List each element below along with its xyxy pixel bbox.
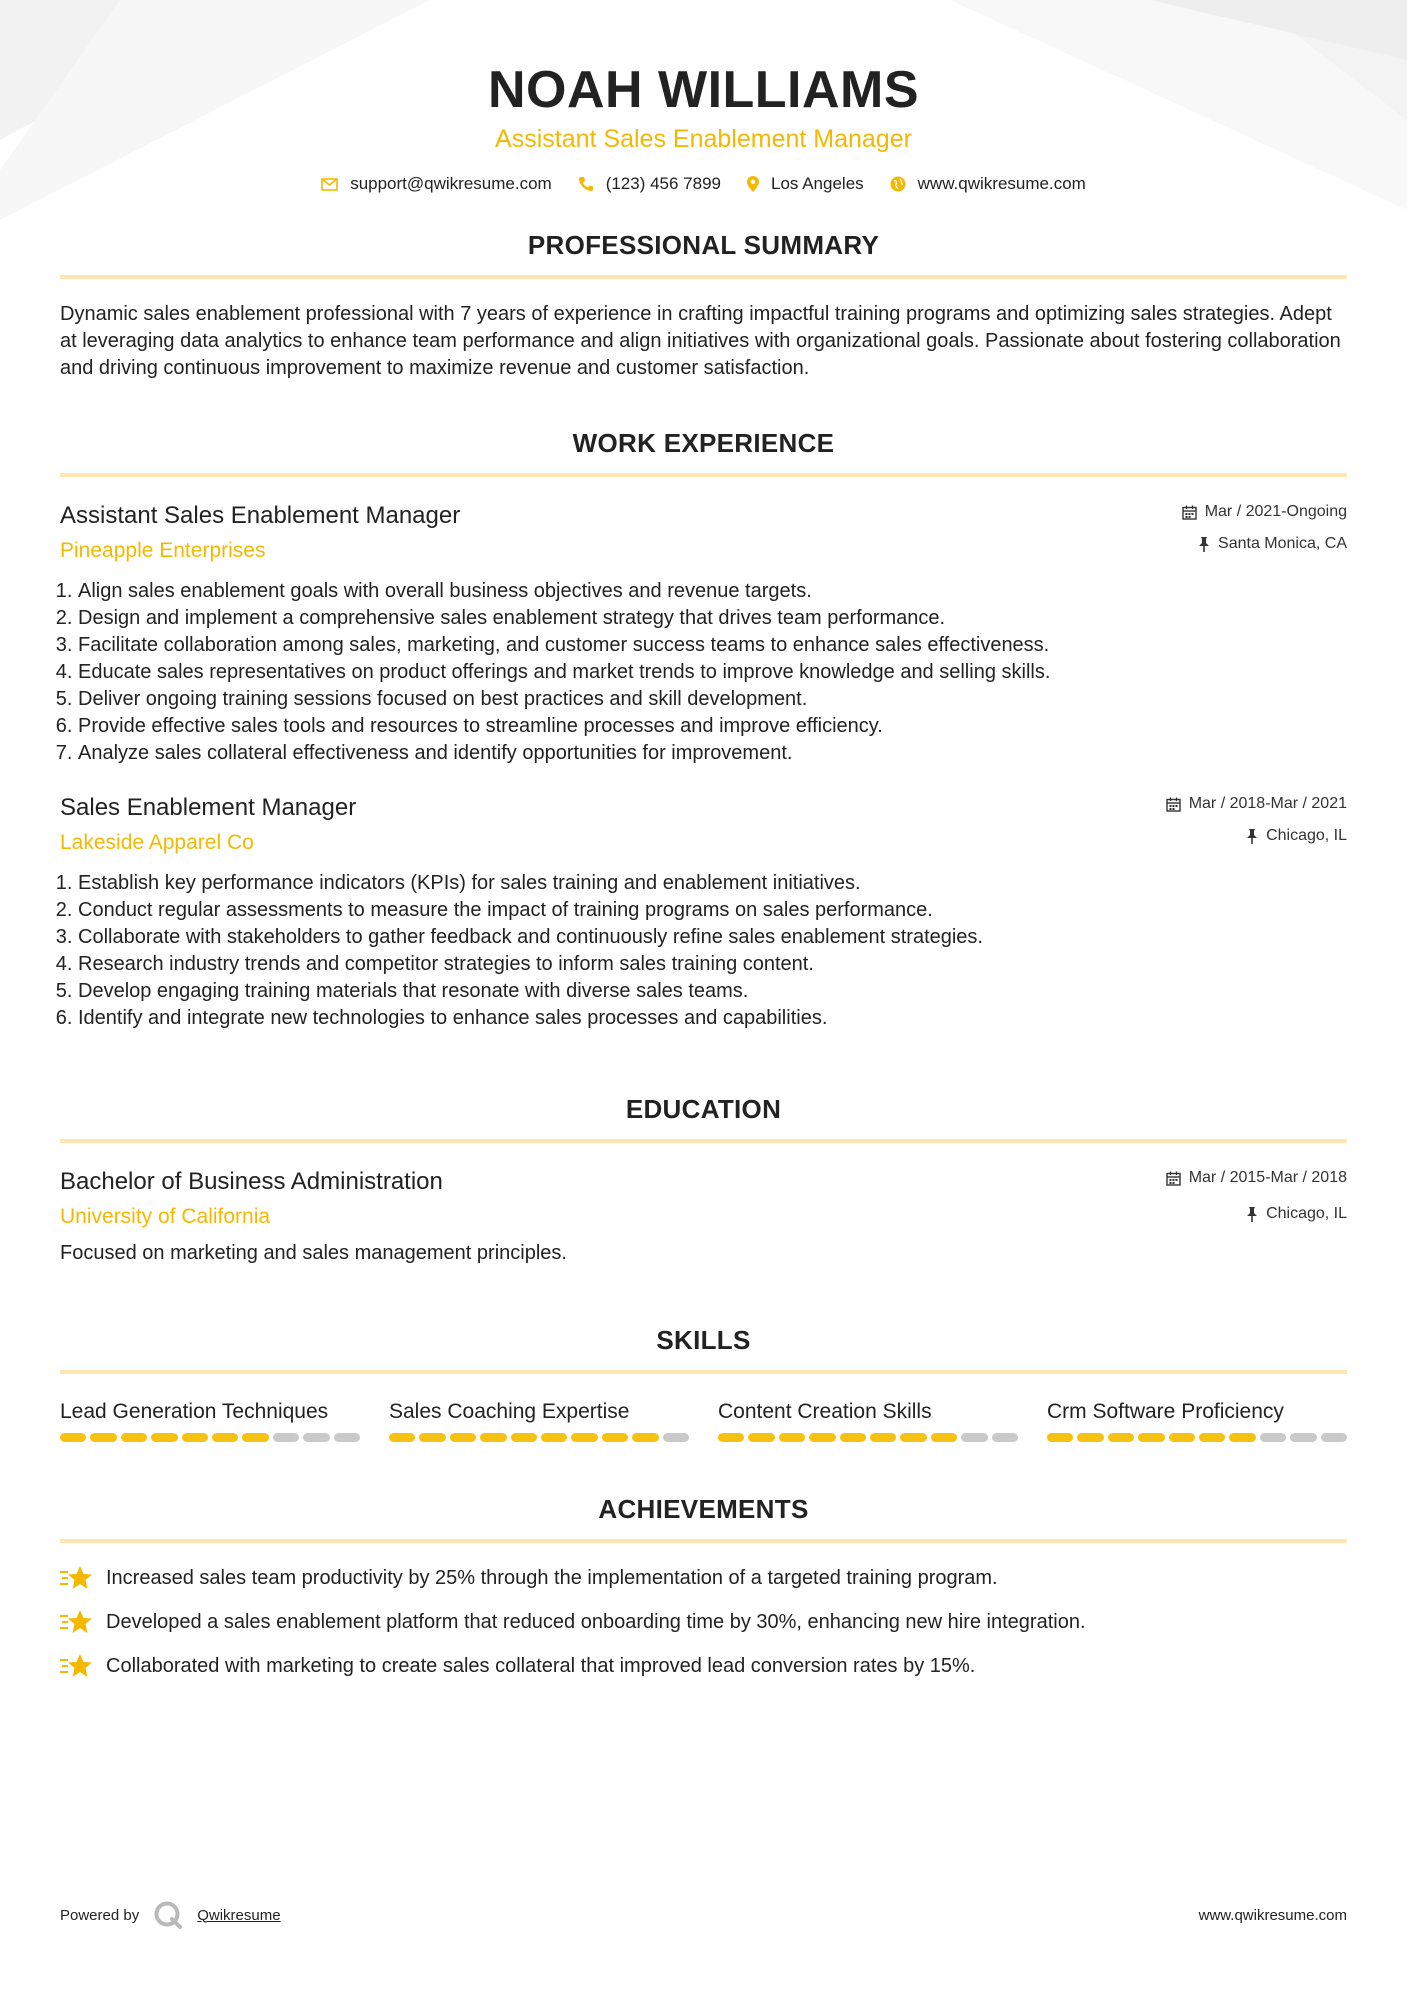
- skill-segment-filled: [870, 1433, 896, 1442]
- section-heading: PROFESSIONAL SUMMARY: [60, 230, 1347, 279]
- skill-segment-filled: [389, 1433, 415, 1442]
- powered-by: [60, 1900, 281, 1930]
- skill-segment-filled: [1108, 1433, 1134, 1442]
- skill-segment-filled: [632, 1433, 658, 1442]
- skill-level-bar: [1047, 1433, 1347, 1442]
- skill-segment-filled: [748, 1433, 774, 1442]
- job-meta: [1166, 793, 1347, 847]
- section-heading: SKILLS: [60, 1325, 1347, 1374]
- job-responsibilities: [60, 578, 1347, 767]
- skill-segment-filled: [931, 1433, 957, 1442]
- skill-segment-filled: [60, 1433, 86, 1442]
- job-company: Pineapple Enterprises: [60, 539, 266, 562]
- achievements-section: [60, 1494, 1347, 1679]
- degree: Bachelor of Business Administration: [60, 1168, 443, 1195]
- skill-item: [60, 1398, 360, 1442]
- trophy-star-icon: [60, 1565, 92, 1591]
- qwikresume-logo-icon: [153, 1900, 183, 1930]
- section-heading: ACHIEVEMENTS: [60, 1494, 1347, 1543]
- list-item: 4. Research industry trends and competitor strategies to inform sales training content.: [78, 951, 1347, 978]
- skill-segment-filled: [571, 1433, 597, 1442]
- skill-segment-empty: [273, 1433, 299, 1442]
- skill-segment-filled: [419, 1433, 445, 1442]
- pushpin-icon: [1246, 1207, 1258, 1222]
- skill-item: [718, 1398, 1018, 1442]
- skill-segment-filled: [212, 1433, 238, 1442]
- achievements-list: [60, 1565, 1347, 1679]
- phone-icon: [578, 176, 594, 192]
- work-experience-section: [60, 428, 1347, 1032]
- list-item: Developed a sales enablement platform that reduced onboarding time by 30%, enhancing new hire integration.: [60, 1609, 1347, 1635]
- skill-segment-filled: [121, 1433, 147, 1442]
- list-item: 5. Develop engaging training materials that resonate with diverse sales teams.: [78, 978, 1347, 1005]
- skill-name: Lead Generation Techniques: [60, 1400, 329, 1423]
- skill-segment-empty: [961, 1433, 987, 1442]
- education-entry: [60, 1167, 1347, 1265]
- skill-segment-empty: [992, 1433, 1018, 1442]
- skill-level-bar: [718, 1433, 1018, 1442]
- education-description: Focused on marketing and sales management principles.: [60, 1242, 567, 1264]
- list-item: 1. Align sales enablement goals with overall business objectives and revenue targets.: [78, 578, 1347, 605]
- school: University of California: [60, 1205, 271, 1228]
- list-item: 2. Conduct regular assessments to measure the impact of training programs on sales performance.: [78, 897, 1347, 924]
- skill-item: [1047, 1398, 1347, 1442]
- job-date: Mar / 2021-Ongoing: [1204, 503, 1347, 520]
- job-entry: [60, 793, 1347, 1032]
- job-company: Lakeside Apparel Co: [60, 831, 254, 854]
- job-date: Mar / 2018-Mar / 2021: [1188, 795, 1347, 812]
- list-item: 3. Facilitate collaboration among sales, marketing, and customer success teams to enhance sales effectiveness.: [78, 632, 1347, 659]
- list-item: 5. Deliver ongoing training sessions focused on best practices and skill development.: [78, 686, 1347, 713]
- calendar-icon: [1166, 1171, 1181, 1186]
- calendar-icon: [1166, 797, 1181, 812]
- skill-segment-filled: [1199, 1433, 1225, 1442]
- skill-name: Crm Software Proficiency: [1047, 1400, 1284, 1423]
- contact-website[interactable]: www.qwikresume.com: [890, 174, 1086, 194]
- skill-level-bar: [389, 1433, 689, 1442]
- skill-segment-filled: [1229, 1433, 1255, 1442]
- list-item: 4. Educate sales representatives on product offerings and market trends to improve knowledge and selling skills.: [78, 659, 1347, 686]
- trophy-star-icon: [60, 1653, 92, 1679]
- professional-summary-section: [60, 230, 1347, 382]
- skill-segment-filled: [450, 1433, 476, 1442]
- candidate-title: Assistant Sales Enablement Manager: [495, 125, 912, 153]
- education-location: Chicago, IL: [1266, 1205, 1347, 1222]
- skill-segment-filled: [779, 1433, 805, 1442]
- job-location: Chicago, IL: [1266, 827, 1347, 844]
- page-footer: [60, 1900, 1347, 1930]
- skill-segment-filled: [900, 1433, 926, 1442]
- candidate-name: NOAH WILLIAMS: [487, 61, 920, 119]
- qwikresume-link[interactable]: Qwikresume: [197, 1906, 281, 1924]
- contact-location: Los Angeles: [747, 174, 864, 194]
- globe-icon: [890, 176, 906, 192]
- skill-segment-filled: [718, 1433, 744, 1442]
- job-entry: [60, 501, 1347, 767]
- education-date: Mar / 2015-Mar / 2018: [1188, 1169, 1347, 1186]
- skills-grid: [60, 1398, 1347, 1442]
- calendar-icon: [1182, 505, 1197, 520]
- job-location: Santa Monica, CA: [1218, 535, 1347, 552]
- skill-segment-empty: [303, 1433, 329, 1442]
- education-section: [60, 1094, 1347, 1265]
- skill-name: Content Creation Skills: [718, 1400, 932, 1423]
- section-heading: EDUCATION: [60, 1094, 1347, 1143]
- skill-item: [389, 1398, 689, 1442]
- pushpin-icon: [1198, 537, 1210, 552]
- powered-by-label: Powered by: [60, 1906, 140, 1924]
- skill-segment-filled: [480, 1433, 506, 1442]
- contact-bar: [60, 174, 1347, 194]
- job-title: Sales Enablement Manager: [60, 794, 357, 821]
- job-responsibilities: [60, 870, 1347, 1032]
- list-item: 1. Establish key performance indicators (KPIs) for sales training and enablement initiatives.: [78, 870, 1347, 897]
- skill-segment-empty: [1321, 1433, 1347, 1442]
- list-item: 7. Analyze sales collateral effectiveness and identify opportunities for improvement.: [78, 740, 1347, 767]
- skill-segment-filled: [90, 1433, 116, 1442]
- skills-section: [60, 1325, 1347, 1442]
- list-item: Increased sales team productivity by 25% through the implementation of a targeted training program.: [60, 1565, 1347, 1591]
- list-item: Collaborated with marketing to create sales collateral that improved lead conversion rates by 15%.: [60, 1653, 1347, 1679]
- skill-segment-filled: [511, 1433, 537, 1442]
- location-pin-icon: [747, 176, 759, 192]
- list-item: 6. Provide effective sales tools and resources to streamline processes and improve efficiency.: [78, 713, 1347, 740]
- skill-segment-empty: [663, 1433, 689, 1442]
- contact-email[interactable]: support@qwikresume.com: [321, 174, 552, 194]
- skill-segment-empty: [334, 1433, 360, 1442]
- list-item: 2. Design and implement a comprehensive sales enablement strategy that drives team performance.: [78, 605, 1347, 632]
- skill-name: Sales Coaching Expertise: [389, 1400, 630, 1423]
- skill-segment-filled: [1047, 1433, 1073, 1442]
- skill-segment-filled: [1077, 1433, 1103, 1442]
- section-heading: WORK EXPERIENCE: [60, 428, 1347, 477]
- education-meta: [1166, 1167, 1347, 1225]
- skill-segment-filled: [182, 1433, 208, 1442]
- skill-segment-filled: [840, 1433, 866, 1442]
- list-item: 3. Collaborate with stakeholders to gather feedback and continuously refine sales enablement strategies.: [78, 924, 1347, 951]
- pushpin-icon: [1246, 829, 1258, 844]
- job-title: Assistant Sales Enablement Manager: [60, 502, 461, 529]
- contact-phone[interactable]: (123) 456 7899: [578, 174, 721, 194]
- footer-url[interactable]: www.qwikresume.com: [1198, 1906, 1347, 1924]
- skill-segment-filled: [602, 1433, 628, 1442]
- skill-segment-filled: [242, 1433, 268, 1442]
- skill-segment-empty: [1260, 1433, 1286, 1442]
- skill-segment-filled: [1169, 1433, 1195, 1442]
- skill-segment-filled: [809, 1433, 835, 1442]
- list-item: 6. Identify and integrate new technologies to enhance sales processes and capabilities.: [78, 1005, 1347, 1032]
- trophy-star-icon: [60, 1609, 92, 1635]
- skill-level-bar: [60, 1433, 360, 1442]
- resume-header: [60, 0, 1347, 194]
- envelope-icon: [321, 178, 338, 191]
- summary-text: Dynamic sales enablement professional with 7 years of experience in crafting impactful training programs and optimizing sales strategies. Adept at leveraging data analytics to enhance team performance and align initiatives with organizational goals. Passionate about fostering collaboration and driving continuous improvement to maximize revenue and customer satisfaction.: [60, 303, 1341, 379]
- skill-segment-empty: [1290, 1433, 1316, 1442]
- skill-segment-filled: [541, 1433, 567, 1442]
- skill-segment-filled: [151, 1433, 177, 1442]
- skill-segment-filled: [1138, 1433, 1164, 1442]
- job-meta: [1182, 501, 1347, 555]
